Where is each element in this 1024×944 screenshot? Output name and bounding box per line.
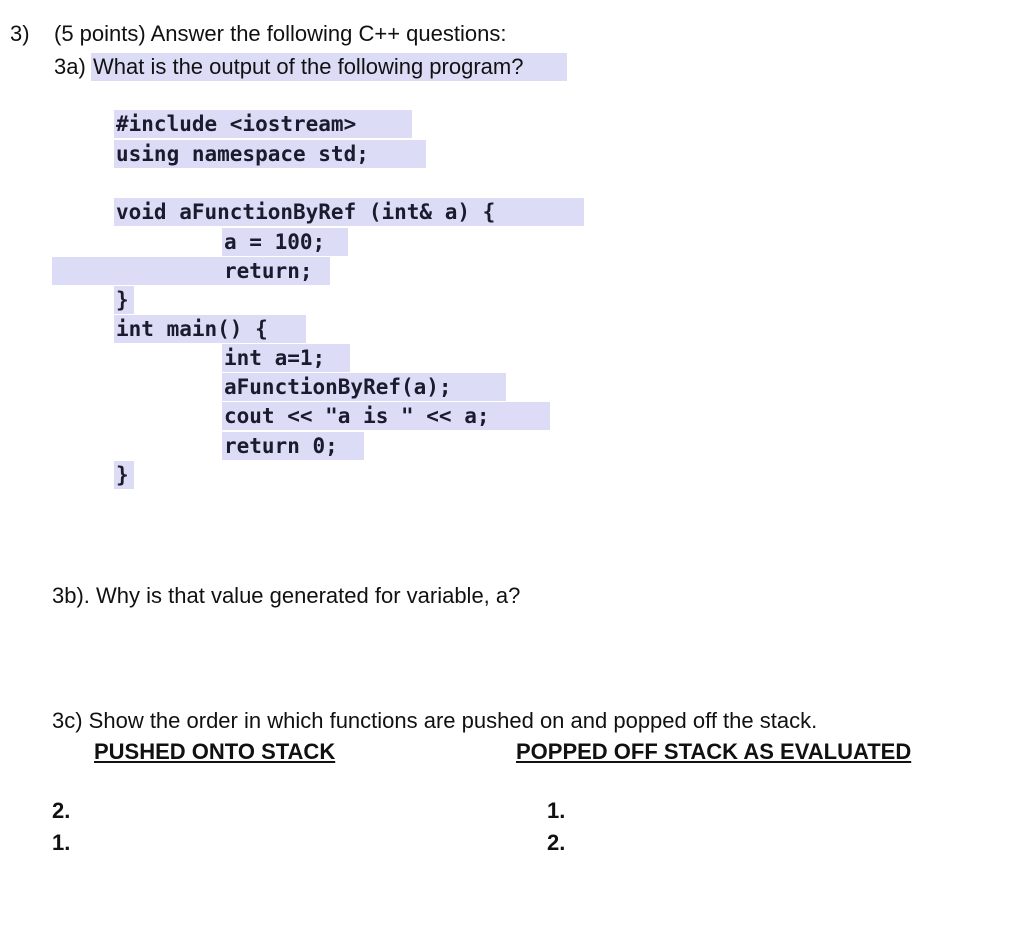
code-line: return; [224, 259, 313, 283]
code-line: int a=1; [224, 346, 326, 370]
popped-header: POPPED OFF STACK AS EVALUATED [516, 739, 912, 764]
code-line: using namespace std; [116, 142, 369, 166]
pushed-header: PUSHED ONTO STACK [94, 739, 336, 764]
question-prompt: (5 points) Answer the following C++ questions: [54, 21, 507, 46]
part-c-question: 3c) Show the order in which functions are pushed on and popped off the stack. [52, 708, 818, 733]
popped-item: 2. [547, 830, 566, 855]
part-a-label: 3a) [54, 54, 86, 79]
code-line: int main() { [116, 317, 268, 341]
code-line: } [116, 288, 129, 312]
code-line: cout << "a is " << a; [224, 404, 490, 428]
code-line: return 0; [224, 434, 338, 458]
question-number: 3) [10, 21, 30, 46]
part-b-question: 3b). Why is that value generated for variable, a? [52, 583, 521, 608]
code-line: void aFunctionByRef (int& a) { [116, 200, 496, 224]
part-a-question: What is the output of the following program? [93, 54, 524, 79]
code-line: #include <iostream> [116, 112, 357, 136]
code-line: } [116, 463, 129, 487]
code-line: a = 100; [224, 230, 326, 254]
pushed-item: 2. [52, 798, 71, 823]
popped-item: 1. [547, 798, 566, 823]
code-line: aFunctionByRef(a); [224, 375, 452, 399]
pushed-item: 1. [52, 830, 71, 855]
